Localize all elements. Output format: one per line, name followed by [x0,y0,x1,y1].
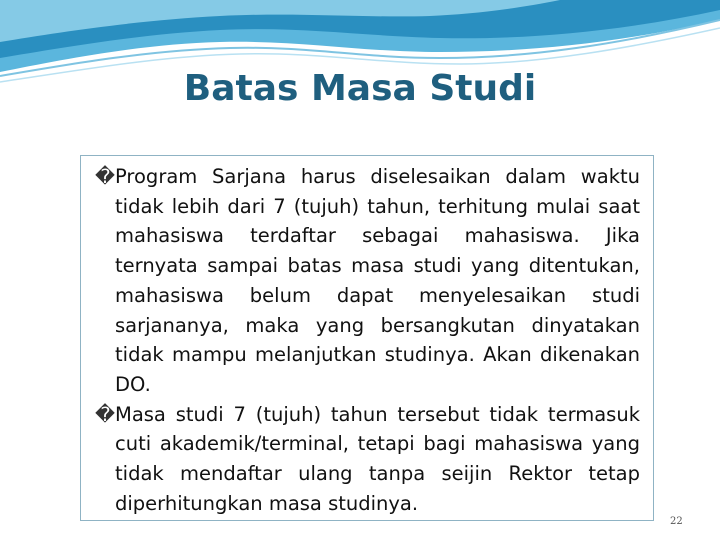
bullet-icon: � [95,402,115,426]
page-number: 22 [670,516,683,527]
paragraph-text-2: Masa studi 7 (tujuh) tahun tersebut tidak termasuk cuti akademik/terminal, tetapi bagi mahasiswa yang tidak mendaftar ulang tanpa seijin Rektor tetap diperhitungkan masa studinya. [115,402,640,515]
paragraph-text-1: Program Sarjana harus diselesaikan dalam waktu tidak lebih dari 7 (tujuh) tahun, terhitung mulai saat mahasiswa terdaftar sebagai mahasiswa. Jika ternyata sampai batas masa studi yang ditentukan, mahasiswa belum dapat menyelesaikan studi sarjananya, maka yang bersangkutan dinyatakan tidak mampu melanjutkan studinya. Akan dikenakan DO. [115,165,640,396]
bullet-paragraph-2 [95,400,640,519]
bullet-icon: � [95,165,115,188]
content-box [80,155,654,521]
bullet-paragraph-1 [95,162,640,400]
slide-title: Batas Masa Studi [183,68,537,109]
